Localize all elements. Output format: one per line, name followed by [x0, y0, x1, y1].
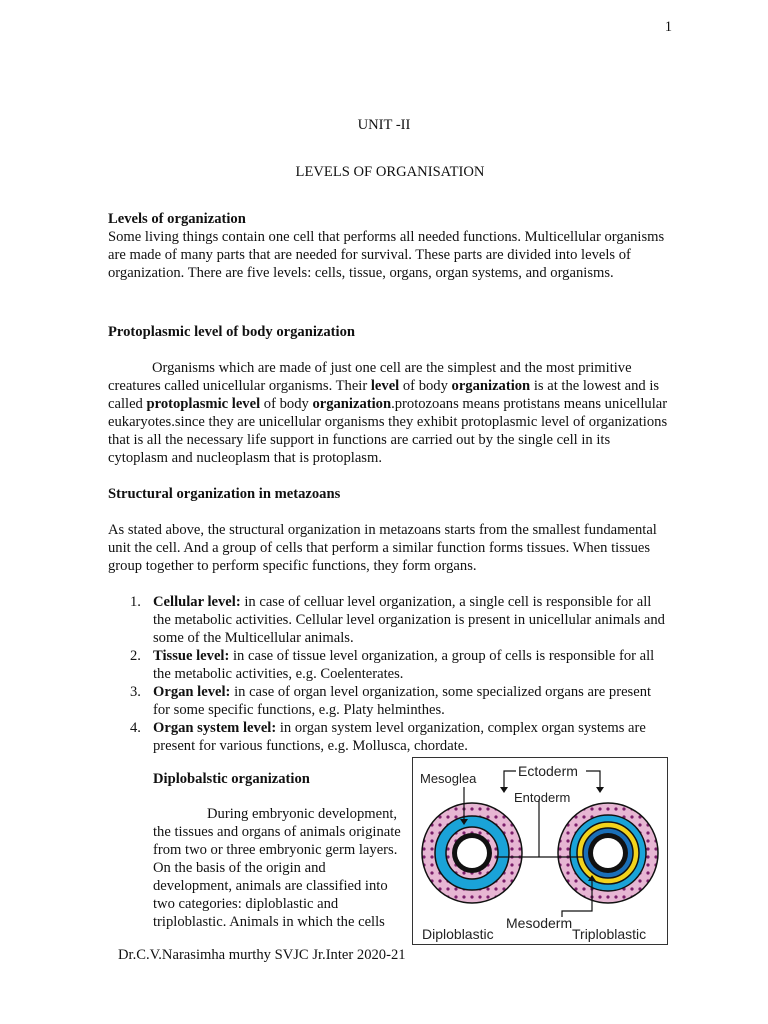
- label-mesoderm: Mesoderm: [506, 915, 573, 931]
- text-run: of body: [260, 396, 313, 412]
- paragraph-structural: As stated above, the structural organization in metazoans starts from the smallest fundamental unit the cell. And a group of cells that perform a similar function forms tissues. When tissues group together to perform specific functions, they form organs.: [108, 522, 657, 574]
- list-text: in case of celluar level organization, a single cell is responsible for all the metabolic activities. Cellular level organization is present in unicellular animals and some of the Multicellular animals.: [153, 594, 665, 646]
- bold-term: level: [370, 378, 400, 394]
- paragraph-protoplasmic: [108, 359, 668, 467]
- list-item: [108, 593, 668, 647]
- label-ectoderm: Ectoderm: [518, 763, 578, 779]
- list-item: [108, 719, 668, 755]
- list-number: 1.: [130, 594, 141, 610]
- list-number: 4.: [130, 720, 141, 736]
- label-mesoglea: Mesoglea: [420, 771, 477, 786]
- section-heading-structural: Structural organization in metazoans: [108, 486, 341, 502]
- section-heading-protoplasmic: Protoplasmic level of body organization: [108, 324, 355, 340]
- list-text: in organ system level organization, complex organ systems are present for various functions, e.g. Mollusca, chordate.: [153, 720, 646, 754]
- list-term: Organ level:: [153, 684, 231, 700]
- section-protoplasmic: [108, 323, 668, 467]
- text-run: is at the lowest and is called: [108, 378, 660, 412]
- label-diploblastic: Diploblastic: [422, 926, 494, 942]
- page-footer: Dr.C.V.Narasimha murthy SVJC Jr.Inter 2020-21: [118, 947, 406, 963]
- list-term: Organ system level:: [153, 720, 277, 736]
- label-triploblastic: Triploblastic: [572, 926, 647, 942]
- section-heading-levels: Levels of organization: [108, 211, 246, 227]
- list-term: Cellular level:: [153, 594, 241, 610]
- triploblastic-embryo: [558, 803, 658, 903]
- paragraph-diploblastic: During embryonic development, the tissues and organs of animals originate from two or three embryonic germ layers. On the basis of the origin and development, animals are classified into two categories: diploblastic and triploblastic. Animals in which the cells: [153, 806, 401, 930]
- list-text: in case of organ level organization, some specialized organs are present for some specific functions, e.g. Platy helminthes.: [153, 684, 652, 718]
- text-run: Organisms which are made of just one cell are the simplest and the most primitive creatures called unicellular organisms. Their: [108, 360, 632, 394]
- section-heading-diploblastic: Diplobalstic organization: [153, 771, 310, 787]
- list-item: [108, 647, 668, 683]
- paragraph-levels: Some living things contain one cell that performs all needed functions. Multicellular organisms are made of many parts that are needed for survival. These parts are divided into levels of organization. There are five levels: cells, tissue, organs, organ systems, and organisms.: [108, 229, 665, 281]
- unit-heading: UNIT -II: [357, 117, 411, 133]
- section-structural: [108, 485, 668, 755]
- page-number: 1: [664, 19, 672, 35]
- levels-list: [108, 593, 668, 755]
- diploblastic-embryo: [422, 803, 522, 903]
- list-number: 3.: [130, 684, 141, 700]
- list-number: 2.: [130, 648, 141, 664]
- bold-term: organization: [451, 378, 531, 394]
- germ-layer-diagram: [412, 757, 668, 945]
- bold-term: protoplasmic level: [146, 396, 261, 412]
- triplo-cavity: [593, 838, 623, 868]
- page-title: LEVELS OF ORGANISATION: [295, 164, 485, 180]
- text-run: of body: [399, 378, 452, 394]
- bold-term: organization: [312, 396, 392, 412]
- list-item: [108, 683, 668, 719]
- section-diploblastic: [153, 805, 403, 931]
- germ-layer-figure: [412, 757, 668, 945]
- text-run: .protozoans means protistans means unicellular eukaryotes.since they are unicellular organisms they exhibit protoplasmic level of organizations that is all the necessary life support in functions are carried out by the single cell in its cytoplasm and nucleoplasm that is protoplasm.: [108, 396, 668, 466]
- list-term: Tissue level:: [153, 648, 230, 664]
- list-text: in case of tissue level organization, a group of cells is responsible for all the metabolic activities, e.g. Coelenterates.: [153, 648, 655, 682]
- label-entoderm: Entoderm: [514, 790, 571, 805]
- section-levels: [108, 210, 668, 282]
- diplo-cavity: [457, 838, 487, 868]
